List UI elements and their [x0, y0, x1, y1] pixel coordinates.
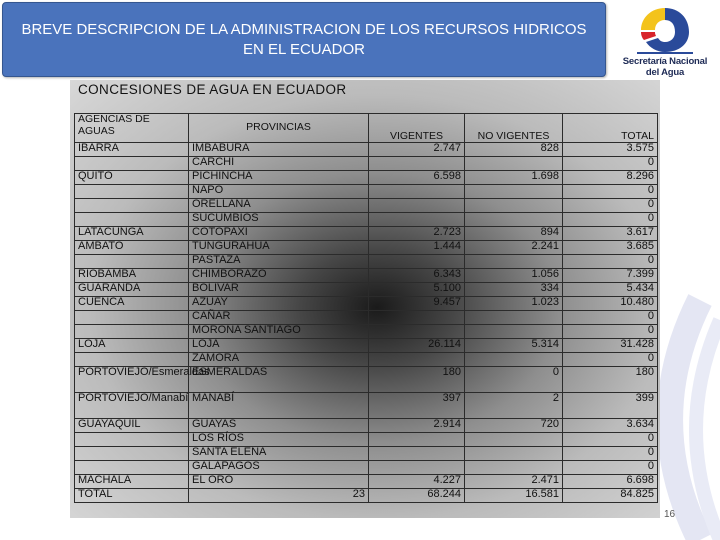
cell-total: 0	[563, 461, 658, 475]
cell-vigentes	[369, 353, 465, 367]
cell-provincia: LOS RÍOS	[189, 433, 369, 447]
cell-vigentes: 9.457	[369, 297, 465, 311]
cell-agencia	[75, 353, 189, 367]
table-row	[75, 297, 658, 311]
cell-total: 0	[563, 157, 658, 171]
totals-row	[75, 489, 658, 503]
header-vigentes: VIGENTES	[369, 114, 465, 143]
cell-agencia	[75, 199, 189, 213]
cell-vigentes: 5.100	[369, 283, 465, 297]
cell-no-vigentes	[465, 461, 563, 475]
cell-provincia: IMBABURA	[189, 143, 369, 157]
totals-no-vigentes: 16.581	[465, 489, 563, 503]
table-row	[75, 199, 658, 213]
cell-total: 0	[563, 199, 658, 213]
cell-agencia: QUITO	[75, 171, 189, 185]
cell-no-vigentes: 894	[465, 227, 563, 241]
cell-agencia	[75, 157, 189, 171]
table-row	[75, 255, 658, 269]
cell-provincia: TUNGURAHUA	[189, 241, 369, 255]
cell-no-vigentes	[465, 199, 563, 213]
cell-provincia: GUAYAS	[189, 419, 369, 433]
table-row	[75, 311, 658, 325]
cell-provincia: CHIMBORAZO	[189, 269, 369, 283]
cell-provincia: AZUAY	[189, 297, 369, 311]
cell-agencia	[75, 461, 189, 475]
cell-no-vigentes	[465, 157, 563, 171]
cell-no-vigentes	[465, 185, 563, 199]
cell-vigentes: 2.914	[369, 419, 465, 433]
cell-agencia: AMBATO	[75, 241, 189, 255]
cell-total: 3.617	[563, 227, 658, 241]
cell-vigentes: 180	[369, 367, 465, 393]
cell-vigentes: 2.747	[369, 143, 465, 157]
cell-vigentes: 6.343	[369, 269, 465, 283]
table-row	[75, 269, 658, 283]
cell-agencia	[75, 213, 189, 227]
cell-provincia: ZAMORA	[189, 353, 369, 367]
cell-vigentes: 397	[369, 393, 465, 419]
cell-no-vigentes	[465, 311, 563, 325]
cell-no-vigentes	[465, 325, 563, 339]
cell-provincia: MORONA SANTIAGO	[189, 325, 369, 339]
cell-total: 0	[563, 255, 658, 269]
cell-total: 399	[563, 393, 658, 419]
cell-provincia: COTOPAXI	[189, 227, 369, 241]
table-row	[75, 475, 658, 489]
cell-total: 0	[563, 325, 658, 339]
cell-total: 0	[563, 311, 658, 325]
cell-agencia	[75, 433, 189, 447]
table-row	[75, 283, 658, 297]
header-provincias: PROVINCIAS	[189, 114, 369, 143]
totals-provincias: 23	[189, 489, 369, 503]
table-row	[75, 143, 658, 157]
cell-provincia: MANABÍ	[189, 393, 369, 419]
table-row	[75, 447, 658, 461]
senagua-logo	[615, 2, 715, 84]
cell-vigentes	[369, 157, 465, 171]
cell-agencia	[75, 185, 189, 199]
table-row	[75, 461, 658, 475]
table-title: CONCESIONES DE AGUA EN ECUADOR	[78, 82, 347, 97]
cell-vigentes: 1.444	[369, 241, 465, 255]
totals-vigentes: 68.244	[369, 489, 465, 503]
cell-total: 5.434	[563, 283, 658, 297]
table-row	[75, 339, 658, 353]
cell-agencia	[75, 311, 189, 325]
cell-no-vigentes	[465, 255, 563, 269]
header-agencias: AGENCIAS DE AGUAS	[75, 114, 189, 143]
slide-title: BREVE DESCRIPCION DE LA ADMINISTRACION DE LOS RECURSOS HIDRICOS EN EL ECUADOR	[21, 20, 587, 58]
table-header-row	[75, 114, 658, 143]
table-row	[75, 367, 658, 393]
cell-provincia: SANTA ELENA	[189, 447, 369, 461]
cell-no-vigentes: 0	[465, 367, 563, 393]
cell-no-vigentes: 2	[465, 393, 563, 419]
cell-agencia: IBARRA	[75, 143, 189, 157]
cell-total: 0	[563, 185, 658, 199]
cell-no-vigentes: 5.314	[465, 339, 563, 353]
cell-no-vigentes: 2.471	[465, 475, 563, 489]
cell-agencia: LOJA	[75, 339, 189, 353]
cell-no-vigentes	[465, 213, 563, 227]
cell-agencia: LATACUNGA	[75, 227, 189, 241]
water-drop-emblem-icon	[615, 2, 715, 56]
logo-text	[615, 56, 715, 78]
cell-provincia: PASTAZA	[189, 255, 369, 269]
cell-vigentes	[369, 433, 465, 447]
cell-agencia	[75, 255, 189, 269]
cell-agencia	[75, 325, 189, 339]
cell-total: 10.480	[563, 297, 658, 311]
cell-agencia: GUAYAQUIL	[75, 419, 189, 433]
page-number: 16	[664, 509, 676, 520]
cell-agencia: MACHALA	[75, 475, 189, 489]
cell-total: 3.634	[563, 419, 658, 433]
cell-agencia: RIOBAMBA	[75, 269, 189, 283]
cell-provincia: EL ORO	[189, 475, 369, 489]
cell-vigentes	[369, 213, 465, 227]
cell-no-vigentes: 1.023	[465, 297, 563, 311]
cell-total: 180	[563, 367, 658, 393]
cell-provincia: CAÑAR	[189, 311, 369, 325]
totals-total: 84.825	[563, 489, 658, 503]
table-row	[75, 157, 658, 171]
cell-vigentes	[369, 325, 465, 339]
cell-no-vigentes: 334	[465, 283, 563, 297]
cell-total: 7.399	[563, 269, 658, 283]
cell-provincia: BOLIVAR	[189, 283, 369, 297]
cell-agencia	[75, 447, 189, 461]
header-total: TOTAL	[563, 114, 658, 143]
cell-agencia: PORTOVIEJO/Esmeraldas	[75, 367, 189, 393]
cell-total: 0	[563, 433, 658, 447]
cell-no-vigentes	[465, 353, 563, 367]
cell-agencia: GUARANDA	[75, 283, 189, 297]
cell-total: 31.428	[563, 339, 658, 353]
cell-provincia: GALAPAGOS	[189, 461, 369, 475]
table-row	[75, 227, 658, 241]
cell-provincia: CARCHI	[189, 157, 369, 171]
cell-vigentes	[369, 447, 465, 461]
cell-total: 6.698	[563, 475, 658, 489]
concessions-table	[74, 113, 658, 503]
cell-vigentes: 4.227	[369, 475, 465, 489]
cell-total: 3.575	[563, 143, 658, 157]
concessions-table-image	[70, 80, 660, 518]
totals-label: TOTAL	[75, 489, 189, 503]
cell-provincia: SUCUMBIOS	[189, 213, 369, 227]
cell-total: 3.685	[563, 241, 658, 255]
logo-line-1: Secretaría Nacional	[622, 56, 708, 67]
table-row	[75, 241, 658, 255]
cell-provincia: ESMERALDAS	[189, 367, 369, 393]
cell-no-vigentes: 828	[465, 143, 563, 157]
cell-vigentes: 2.723	[369, 227, 465, 241]
cell-provincia: NAPO	[189, 185, 369, 199]
cell-no-vigentes: 2.241	[465, 241, 563, 255]
cell-no-vigentes	[465, 447, 563, 461]
cell-no-vigentes: 1.698	[465, 171, 563, 185]
table-row	[75, 419, 658, 433]
slide-title-box	[2, 2, 606, 77]
cell-vigentes: 6.598	[369, 171, 465, 185]
cell-no-vigentes: 1.056	[465, 269, 563, 283]
cell-total: 0	[563, 353, 658, 367]
cell-total: 8.296	[563, 171, 658, 185]
cell-total: 0	[563, 447, 658, 461]
table-row	[75, 353, 658, 367]
table-row	[75, 393, 658, 419]
cell-agencia: CUENCA	[75, 297, 189, 311]
cell-agencia: PORTOVIEJO/Manabí	[75, 393, 189, 419]
cell-no-vigentes	[465, 433, 563, 447]
table-row	[75, 185, 658, 199]
cell-vigentes: 26.114	[369, 339, 465, 353]
table-row	[75, 433, 658, 447]
header-no-vigentes: NO VIGENTES	[465, 114, 563, 143]
cell-provincia: PICHINCHA	[189, 171, 369, 185]
cell-vigentes	[369, 461, 465, 475]
cell-provincia: ORELLANA	[189, 199, 369, 213]
cell-provincia: LOJA	[189, 339, 369, 353]
table-row	[75, 171, 658, 185]
logo-line-2: del Agua	[645, 67, 685, 78]
cell-vigentes	[369, 199, 465, 213]
cell-vigentes	[369, 185, 465, 199]
table-row	[75, 325, 658, 339]
cell-total: 0	[563, 213, 658, 227]
cell-vigentes	[369, 255, 465, 269]
cell-vigentes	[369, 311, 465, 325]
table-row	[75, 213, 658, 227]
cell-no-vigentes: 720	[465, 419, 563, 433]
